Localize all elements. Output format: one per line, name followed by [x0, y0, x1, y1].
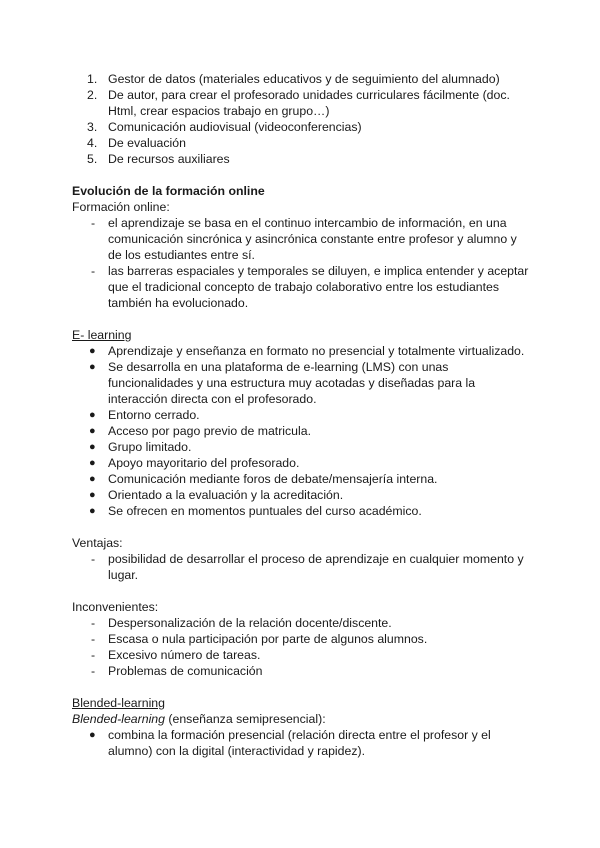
list-item-text: Escasa o nula participación por parte de algunos alumnos. — [108, 632, 428, 646]
section-evolucion — [0, 183, 600, 311]
list-number: 1. — [87, 72, 98, 86]
list-item-text: Acceso por pago previo de matricula. — [108, 424, 312, 438]
intro-italic: Blended-learning — [72, 712, 165, 726]
dash-marker: - — [91, 632, 96, 646]
list-item — [0, 551, 600, 583]
list-item-text: De recursos auxiliares — [108, 152, 230, 166]
section-subheading: Formación online: — [72, 200, 170, 214]
list-item-text: Comunicación audiovisual (videoconferencias) — [108, 120, 362, 134]
list-item — [0, 503, 600, 519]
list-item-text: el aprendizaje se basa en el continuo intercambio de información, en una — [108, 216, 507, 230]
list-item-text: combina la formación presencial (relación directa entre el profesor y el — [108, 728, 491, 742]
section-heading: Evolución de la formación online — [72, 184, 265, 198]
bullet-marker: ● — [89, 361, 96, 373]
bullet-marker: ● — [89, 729, 96, 741]
list-item-text: las barreras espaciales y temporales se diluyen, e implica entender y aceptar — [108, 264, 529, 278]
list-number: 3. — [87, 120, 98, 134]
dash-marker: - — [91, 552, 96, 566]
section-inconvenientes — [0, 599, 600, 679]
list-item — [0, 647, 600, 663]
list-item — [0, 87, 600, 119]
list-item-text: Excesivo número de tareas. — [108, 648, 261, 662]
dash-marker: - — [91, 664, 96, 678]
list-item-text: Gestor de datos (materiales educativos y de seguimiento del alumnado) — [108, 72, 500, 86]
section-heading: E- learning — [72, 328, 132, 342]
bullet-marker: ● — [89, 409, 96, 421]
list-item-text: De evaluación — [108, 136, 186, 150]
list-item-text: Grupo limitado. — [108, 440, 192, 454]
numbered-list — [0, 71, 600, 167]
dash-marker: - — [91, 216, 96, 230]
list-item — [0, 423, 600, 439]
bullet-marker: ● — [89, 345, 96, 357]
list-item-text: lugar. — [108, 568, 139, 582]
list-item — [0, 135, 600, 151]
list-item — [0, 407, 600, 423]
list-item — [0, 151, 600, 167]
list-item-text: Html, crear espacios trabajo en grupo…) — [108, 104, 330, 118]
list-item-text: Entorno cerrado. — [108, 408, 200, 422]
section-heading: Ventajas: — [72, 536, 123, 550]
list-item — [0, 263, 600, 311]
list-item — [0, 615, 600, 631]
list-item-text: Aprendizaje y enseñanza en formato no presencial y totalmente virtualizado. — [108, 344, 525, 358]
bullet-marker: ● — [89, 489, 96, 501]
list-number: 5. — [87, 152, 98, 166]
list-item — [0, 487, 600, 503]
section-ventajas — [0, 535, 600, 583]
list-item-text: interacción directa con el profesorado. — [108, 392, 317, 406]
list-item — [0, 631, 600, 647]
list-item — [0, 663, 600, 679]
section-heading: Blended-learning — [72, 696, 165, 710]
list-item-text: Problemas de comunicación — [108, 664, 263, 678]
list-item — [0, 215, 600, 263]
list-item — [0, 359, 600, 407]
list-item — [0, 727, 600, 759]
dash-marker: - — [91, 264, 96, 278]
intro-rest: (enseñanza semipresencial): — [164, 712, 326, 726]
dash-marker: - — [91, 648, 96, 662]
section-heading: Inconvenientes: — [72, 600, 159, 614]
list-item-text: comunicación sincrónica y asincrónica constante entre profesor y alumno y — [108, 232, 517, 246]
list-item — [0, 455, 600, 471]
bullet-marker: ● — [89, 457, 96, 469]
list-number: 4. — [87, 136, 98, 150]
list-item — [0, 439, 600, 455]
section-intro — [72, 711, 326, 727]
list-item-text: Orientado a la evaluación y la acreditación. — [108, 488, 344, 502]
list-item-text: Se ofrecen en momentos puntuales del curso académico. — [108, 504, 422, 518]
list-item-text: Se desarrolla en una plataforma de e-learning (LMS) con unas — [108, 360, 449, 374]
list-item — [0, 471, 600, 487]
list-item-text: De autor, para crear el profesorado unidades curriculares fácilmente (doc. — [108, 88, 510, 102]
list-item-text: Despersonalización de la relación docente/discente. — [108, 616, 392, 630]
section-blended — [0, 695, 600, 759]
list-item-text: de los estudiantes entre sí. — [108, 248, 255, 262]
list-item-text: funcionalidades y una estructura muy acotadas y diseñadas para la — [108, 376, 476, 390]
section-elearning — [0, 327, 600, 519]
bullet-marker: ● — [89, 473, 96, 485]
bullet-marker: ● — [89, 425, 96, 437]
list-item — [0, 71, 600, 87]
list-item — [0, 119, 600, 135]
list-item-text: que el tradicional concepto de trabajo colaborativo entre los estudiantes — [108, 280, 500, 294]
list-item-text: posibilidad de desarrollar el proceso de aprendizaje en cualquier momento y — [108, 552, 524, 566]
list-item-text: Apoyo mayoritario del profesorado. — [108, 456, 300, 470]
dash-marker: - — [91, 616, 96, 630]
bullet-marker: ● — [89, 441, 96, 453]
list-item-text: alumno) con la digital (interactividad y rapidez). — [108, 744, 365, 758]
list-item-text: Comunicación mediante foros de debate/mensajería interna. — [108, 472, 438, 486]
list-item-text: también ha evolucionado. — [108, 296, 249, 310]
bullet-marker: ● — [89, 505, 96, 517]
list-item — [0, 343, 600, 359]
list-number: 2. — [87, 88, 98, 102]
